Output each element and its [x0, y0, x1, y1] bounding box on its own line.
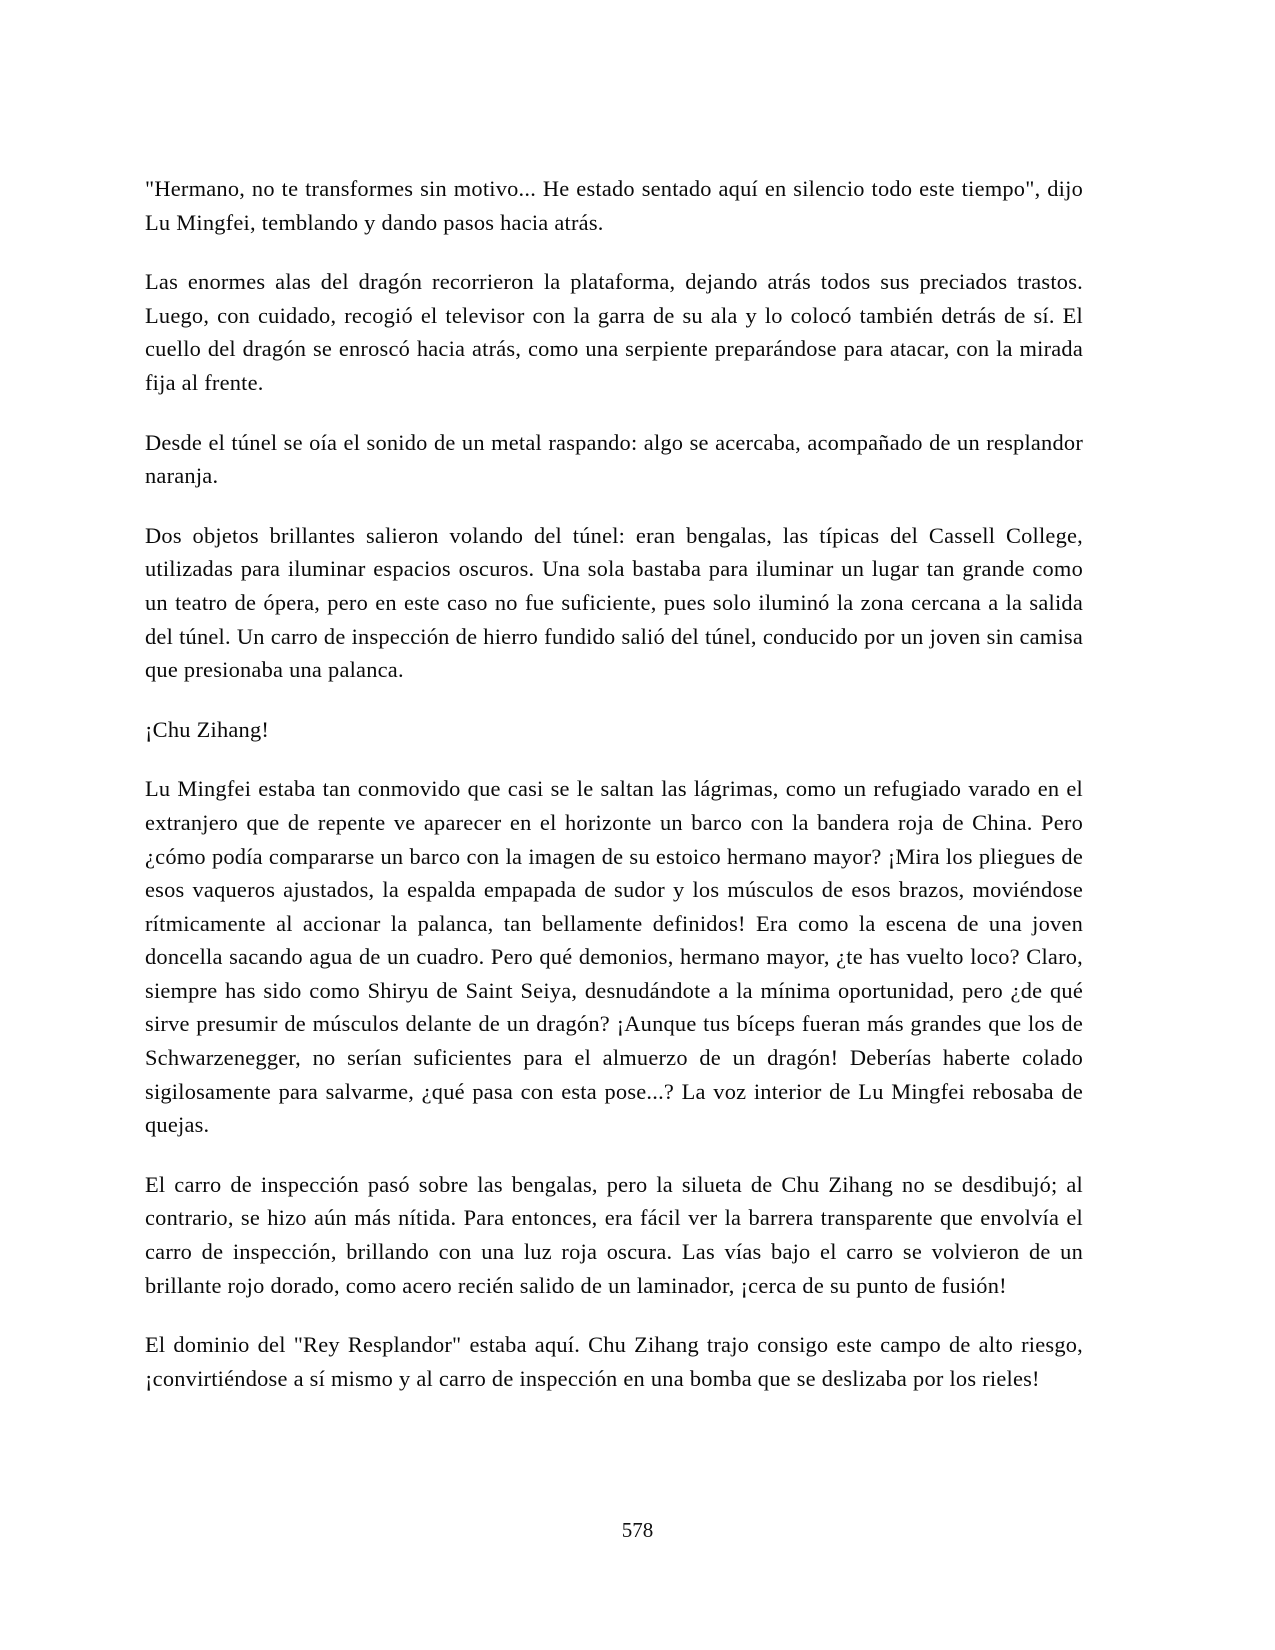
paragraph: Las enormes alas del dragón recorrieron la plataforma, dejando atrás todos sus preciados trastos. Luego, con cuidado, recogió el televisor con la garra de su ala y lo colocó también detrás de sí. El cuello del dragón se enroscó hacia atrás, como una serpiente preparándose para atacar, con la mirada fija al frente. — [145, 269, 1083, 395]
paragraph: "Hermano, no te transformes sin motivo... He estado sentado aquí en silencio todo este tiempo", dijo Lu Mingfei, temblando y dando pasos hacia atrás. — [145, 176, 1083, 235]
paragraph: El carro de inspección pasó sobre las bengalas, pero la silueta de Chu Zihang no se desdibujó; al contrario, se hizo aún más nítida. Para entonces, era fácil ver la barrera transparente que envolvía el carro de inspección, brillando con una luz roja oscura. Las vías bajo el carro se volvieron de un brillante rojo dorado, como acero recién salido de un laminador, ¡cerca de su punto de fusión! — [145, 1171, 1083, 1298]
paragraph: Lu Mingfei estaba tan conmovido que casi se le saltan las lágrimas, como un refugiado varado en el extranjero que de repente ve aparecer en el horizonte un barco con la bandera roja de China. Pero ¿cómo podía compararse un barco con la imagen de su estoico hermano mayor? ¡Mira los pliegues de esos vaqueros ajustados, la espalda empapada de sudor y los músculos de esos brazos, moviéndose rítmicamente al accionar la palanca, tan bellamente definidos! Era como la escena de una joven doncella sacando agua de un cuadro. Pero qué demonios, hermano mayor, ¿te has vuelto loco? Claro, siempre has sido como Shiryu de Saint Seiya, desnudándote a la mínima oportunidad, pero ¿de qué sirve presumir de músculos delante de un dragón? ¡Aunque tus bíceps fueran más grandes que los de Schwarzenegger, no serían suficientes para el almuerzo de un dragón! Deberías haberte colado sigilosamente para salvarme, ¿qué pasa con esta pose...? La voz interior de Lu Mingfei rebosaba de quejas. — [145, 776, 1083, 1138]
paragraph: Desde el túnel se oía el sonido de un metal raspando: algo se acercaba, acompañado de un resplandor naranja. — [145, 429, 1083, 489]
paragraph-exclamation: ¡Chu Zihang! — [145, 716, 270, 742]
page-number: 578 — [621, 1518, 654, 1542]
page-body-text — [145, 172, 1083, 1395]
paragraph: Dos objetos brillantes salieron volando del túnel: eran bengalas, las típicas del Cassell College, utilizadas para iluminar espacios oscuros. Una sola bastaba para iluminar un lugar tan grande como un teatro de ópera, pero en este caso no fue suficiente, pues solo iluminó la zona cercana a la salida del túnel. Un carro de inspección de hierro fundido salió del túnel, conducido por un joven sin camisa que presionaba una palanca. — [145, 522, 1083, 683]
paragraph: El dominio del "Rey Resplandor" estaba aquí. Chu Zihang trajo consigo este campo de alto riesgo, ¡convirtiéndose a sí mismo y al carro de inspección en una bomba que se deslizaba por los rieles! — [145, 1332, 1083, 1391]
